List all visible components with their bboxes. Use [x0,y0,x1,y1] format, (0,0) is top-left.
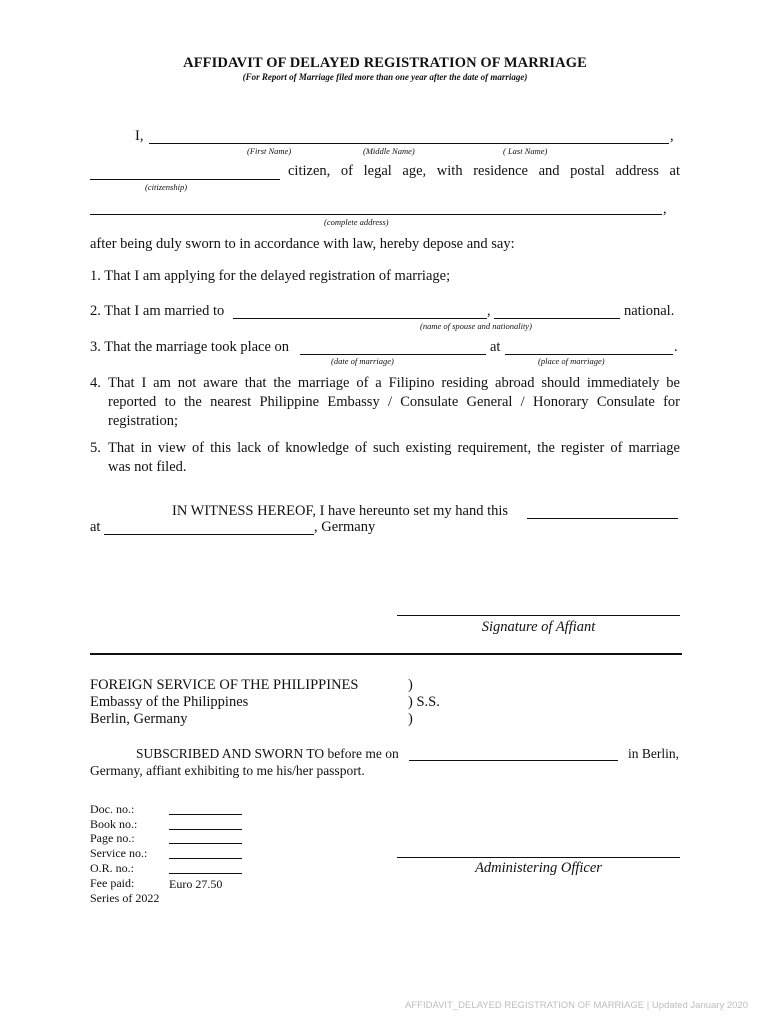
document-title: AFFIDAVIT OF DELAYED REGISTRATION OF MARRIAGE [183,55,587,71]
or-no-label: O.R. no.: [90,861,135,875]
statement-1: 1. That I am applying for the delayed registration of marriage; [90,268,451,284]
officer-label: Administering Officer [475,860,602,876]
statement-4-line-3: registration; [108,413,179,429]
marriage-place-field[interactable] [505,354,673,355]
passport-text: Germany, affiant exhibiting to me his/her passport. [90,763,365,778]
spouse-name-field[interactable] [233,318,487,319]
org-line-2: Embassy of the Philippines [90,694,249,710]
statement-2-suffix: national. [624,303,675,319]
venue-paren-3: ) [408,711,413,727]
statement-5-line-1: That in view of this lack of knowledge of such existing requirement, the register of marriage [108,440,680,456]
doc-no-label: Doc. no.: [90,802,135,816]
statement-3-at: at [490,339,501,355]
address-field[interactable] [90,214,662,215]
statement-4-number: 4. [90,375,101,391]
service-no-label: Service no.: [90,846,148,860]
middle-name-hint: (Middle Name) [363,146,415,156]
org-line-3: Berlin, Germany [90,711,188,727]
witness-text: IN WITNESS HEREOF, I have hereunto set my hand this [172,503,509,519]
signature-label: Signature of Affiant [481,619,596,635]
officer-signature-field[interactable] [397,857,680,858]
citizenship-hint: (citizenship) [145,182,188,192]
subscribed-text: SUBSCRIBED AND SWORN TO before me on [136,746,399,761]
fee-paid-value: Euro 27.50 [169,877,223,891]
statement-2-comma: , [487,303,491,319]
witness-place-field[interactable] [104,534,314,535]
doc-no-field[interactable] [169,814,242,815]
statement-5-line-2: was not filed. [108,459,187,475]
spouse-nationality-field[interactable] [494,318,620,319]
in-city-text: in Berlin, [628,746,679,761]
page-no-label: Page no.: [90,831,135,845]
witness-at: at [90,519,101,535]
document-subtitle: (For Report of Marriage filed more than one year after the date of marriage) [242,72,528,82]
venue-paren-1: ) [408,677,413,693]
section-divider [90,653,682,655]
address-comma: , [663,201,667,217]
address-hint: (complete address) [324,217,389,227]
statement-4-line-2: reported to the nearest Philippine Embassy / Consulate General / Honorary Consulate for [108,394,680,410]
marriage-date-hint: (date of marriage) [331,356,394,366]
or-no-field[interactable] [169,873,242,874]
statement-4-line-1: That I am not aware that the marriage of a Filipino residing abroad should immediately be [108,375,680,391]
witness-date-field[interactable] [527,518,678,519]
spouse-hint: (name of spouse and nationality) [420,321,532,331]
statement-3-end: . [674,339,678,355]
series-label: Series of 2022 [90,891,160,905]
affiant-signature-field[interactable] [397,615,680,616]
org-line-1: FOREIGN SERVICE OF THE PHILIPPINES [90,677,359,693]
last-name-hint: ( Last Name) [503,146,548,156]
document-footer: AFFIDAVIT_DELAYED REGISTRATION OF MARRIAGE | Updated January 2020 [405,1000,748,1011]
venue-ss: ) S.S. [408,694,440,710]
statement-3-prefix: 3. That the marriage took place on [90,339,290,355]
first-name-hint: (First Name) [247,146,292,156]
book-no-label: Book no.: [90,817,138,831]
fee-paid-label: Fee paid: [90,876,135,890]
affiant-name-field[interactable] [149,143,669,144]
marriage-date-field[interactable] [300,354,486,355]
witness-country: , Germany [314,519,376,535]
service-no-field[interactable] [169,858,242,859]
page-no-field[interactable] [169,843,242,844]
citizen-text: citizen, of legal age, with residence and postal address at [288,163,680,179]
sworn-date-field[interactable] [409,760,618,761]
citizenship-field[interactable] [90,179,280,180]
affiant-prefix: I, [135,128,144,144]
oath-text: after being duly sworn to in accordance with law, hereby depose and say: [90,236,515,252]
affiant-name-comma: , [670,128,674,144]
statement-2-prefix: 2. That I am married to [90,303,225,319]
statement-5-number: 5. [90,440,101,456]
book-no-field[interactable] [169,829,242,830]
marriage-place-hint: (place of marriage) [538,356,605,366]
